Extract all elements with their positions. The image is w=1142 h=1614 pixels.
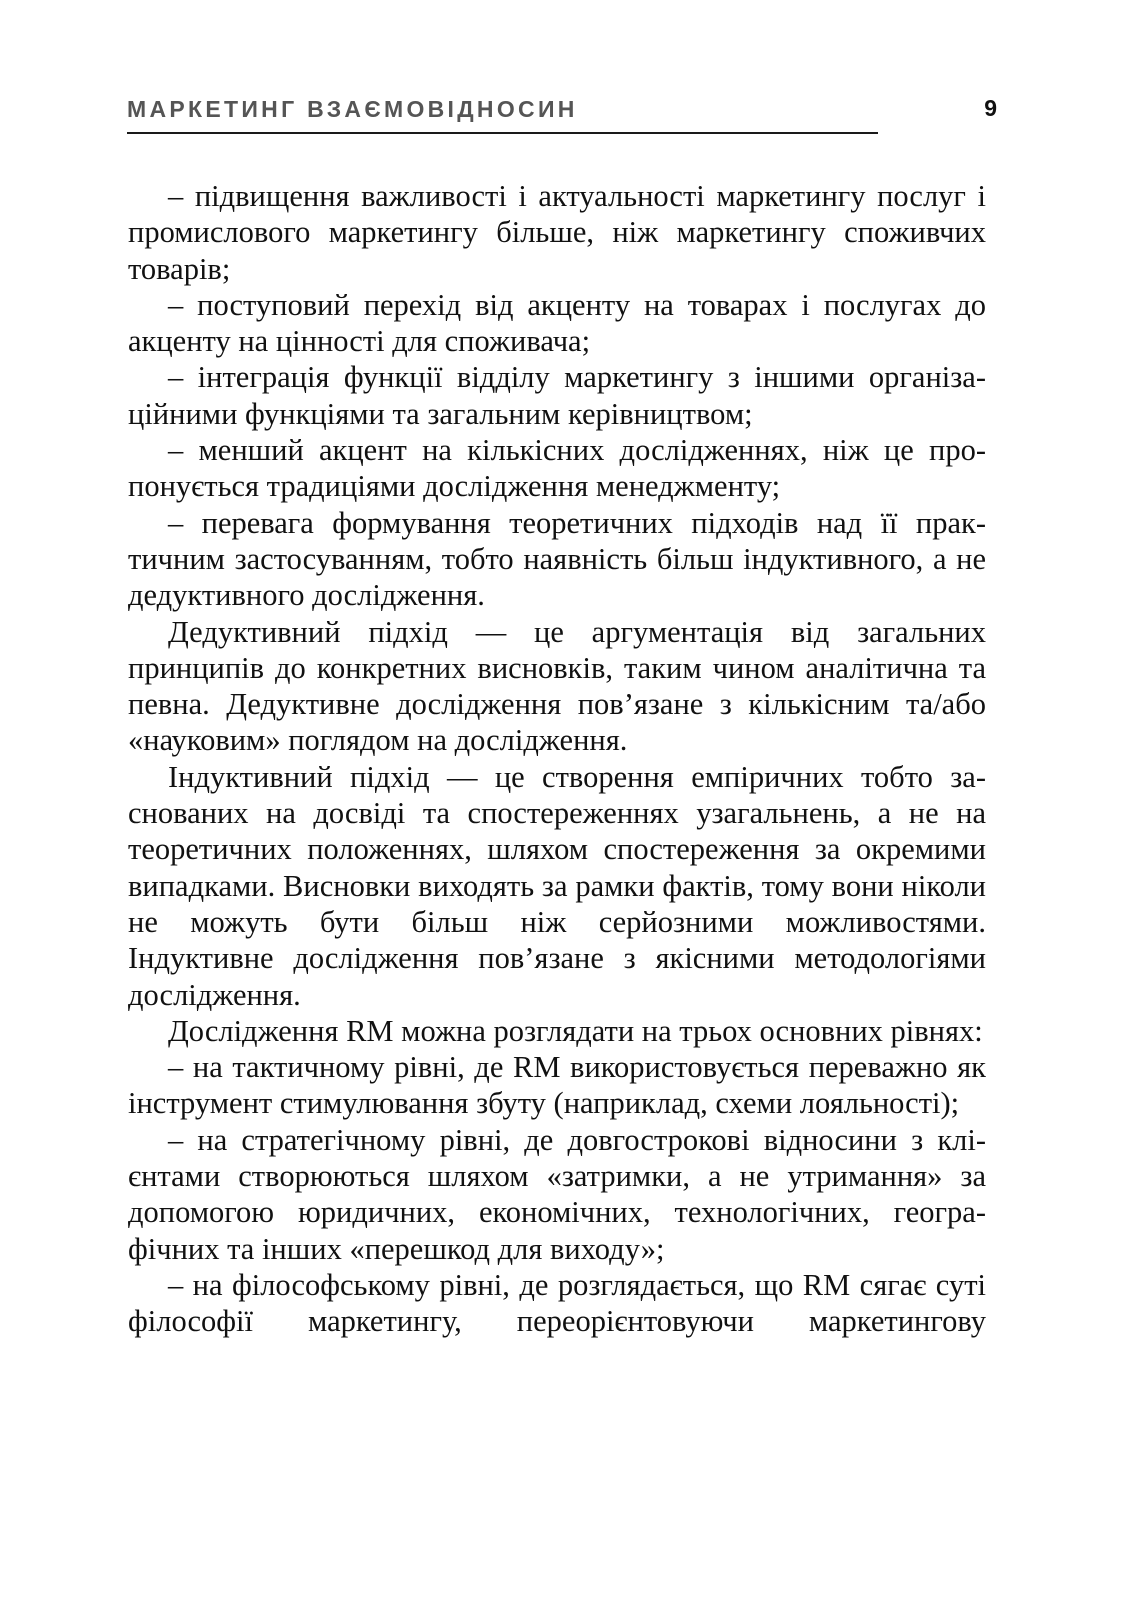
body-text [128,178,986,1340]
paragraph-11: – на філософському рівні, де розглядається, що RM сягає суті філософії маркетингу, переорієнтовуючи маркетингову [128,1267,986,1339]
page-number: 9 [984,95,997,121]
running-header-title: МАРКЕТИНГ ВЗАЄМОВІДНОСИН [127,96,578,122]
paragraph-9: – на тактичному рівні, де RM використовується переважно як інструмент стимулювання збуту (наприклад, схеми лояльності); [128,1050,986,1121]
paragraph-5: – перевага формування теоретичних підходів над її практичним застосуванням, тобто наявність більш індуктивного, а не дедуктивного дослідження. [128,505,986,613]
paragraph-3: – інтеграція функції відділу маркетингу з іншими організаційними функціями та загальним керівництвом; [128,360,986,431]
paragraph-8: Дослідження RM можна розглядати на трьох основних рівнях: [168,1013,983,1048]
paragraph-6: Дедуктивний підхід — це аргументація від загальних принципів до конкретних висновків, таким чином аналітична та певна. Дедуктивне дослідження пов’язане з кількісним та/або «науковим» поглядом на дослідження. [128,614,986,758]
paragraph-7: Індуктивний підхід — це створення емпіричних тобто заснованих на досвіді та спостереженнях узагальнень, а не на теоретичних положеннях, шляхом спостереження за окремими випадками. Висновки виходять за рамки фактів, тому вони ніколи не можуть бути більш ніж серйозними можливостями. Індуктивне дослідження пов’язане з якісними методологіями дослідження. [128,759,986,1012]
header-rule [127,132,878,134]
paragraph-2: – поступовий перехід від акценту на товарах і послугах до акценту на цінності для споживача; [128,287,986,359]
running-header [127,92,997,136]
paragraph-10: – на стратегічному рівні, де довгострокові відносини з клієнтами створюються шляхом «затримки, а не утримання» за допомогою юридичних, економічних, технологічних, географічних та інших «перешкод для виходу»; [128,1122,986,1266]
paragraph-1: – підвищення важливості і актуальності маркетингу послуг і промислового маркетингу більше, ніж маркетингу споживчих товарів; [128,179,986,286]
paragraph-4: – менший акцент на кількісних дослідженнях, ніж це пропонується традиціями дослідження менеджменту; [128,433,986,504]
